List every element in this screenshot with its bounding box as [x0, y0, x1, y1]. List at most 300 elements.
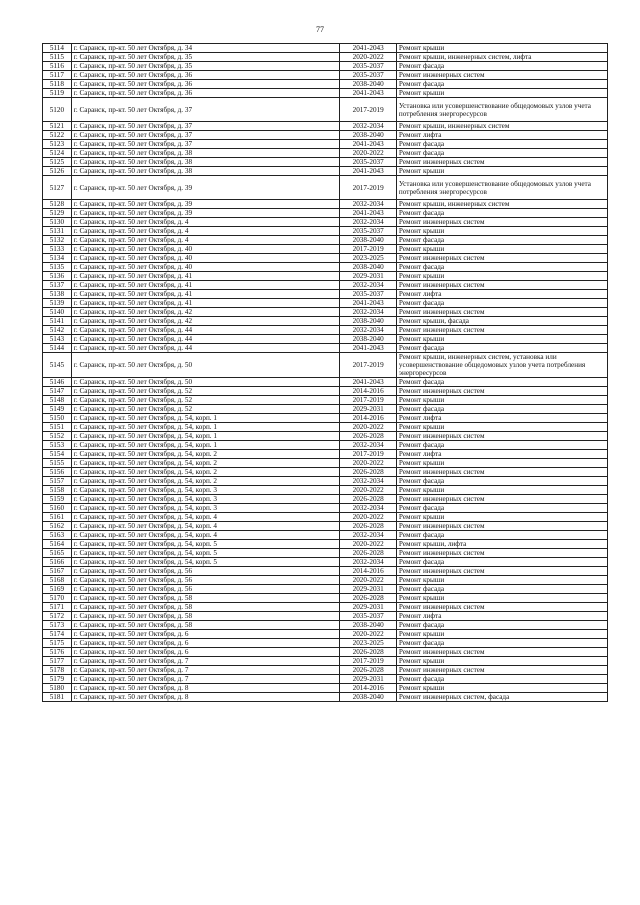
work-type-cell: Ремонт инженерных систем — [396, 666, 607, 675]
row-number-cell: 5168 — [43, 576, 72, 585]
row-number-cell: 5146 — [43, 378, 72, 387]
period-cell: 2020-2022 — [340, 423, 397, 432]
table-row — [43, 98, 608, 122]
work-type-cell: Ремонт крыши, инженерных систем — [396, 122, 607, 131]
row-number-cell: 5124 — [43, 149, 72, 158]
table-row — [43, 308, 608, 317]
period-cell: 2041-2043 — [340, 44, 397, 53]
work-type-cell: Ремонт крыши, фасада — [396, 317, 607, 326]
table-row — [43, 693, 608, 702]
period-cell: 2041-2043 — [340, 167, 397, 176]
work-type-cell: Ремонт инженерных систем — [396, 326, 607, 335]
table-row — [43, 486, 608, 495]
period-cell: 2017-2019 — [340, 353, 397, 378]
period-cell: 2032-2034 — [340, 281, 397, 290]
table-row — [43, 176, 608, 200]
row-number-cell: 5156 — [43, 468, 72, 477]
period-cell: 2032-2034 — [340, 326, 397, 335]
address-cell: г. Саранск, пр-кт. 50 лет Октября, д. 40 — [71, 245, 340, 254]
row-number-cell: 5141 — [43, 317, 72, 326]
address-cell: г. Саранск, пр-кт. 50 лет Октября, д. 54, корп. 1 — [71, 423, 340, 432]
work-type-cell: Ремонт крыши — [396, 396, 607, 405]
work-type-cell: Ремонт крыши — [396, 513, 607, 522]
row-number-cell: 5129 — [43, 209, 72, 218]
work-type-cell: Ремонт фасада — [396, 558, 607, 567]
table-row — [43, 468, 608, 477]
period-cell: 2026-2028 — [340, 468, 397, 477]
row-number-cell: 5180 — [43, 684, 72, 693]
row-number-cell: 5142 — [43, 326, 72, 335]
row-number-cell: 5170 — [43, 594, 72, 603]
address-cell: г. Саранск, пр-кт. 50 лет Октября, д. 7 — [71, 657, 340, 666]
work-type-cell: Ремонт фасада — [396, 405, 607, 414]
row-number-cell: 5147 — [43, 387, 72, 396]
address-cell: г. Саранск, пр-кт. 50 лет Октября, д. 4 — [71, 227, 340, 236]
row-number-cell: 5160 — [43, 504, 72, 513]
address-cell: г. Саранск, пр-кт. 50 лет Октября, д. 50 — [71, 378, 340, 387]
work-type-cell: Ремонт фасада — [396, 236, 607, 245]
address-cell: г. Саранск, пр-кт. 50 лет Октября, д. 56 — [71, 585, 340, 594]
table-row — [43, 245, 608, 254]
table-row — [43, 540, 608, 549]
work-type-cell: Ремонт крыши — [396, 459, 607, 468]
table-row — [43, 335, 608, 344]
address-cell: г. Саранск, пр-кт. 50 лет Октября, д. 37 — [71, 131, 340, 140]
row-number-cell: 5114 — [43, 44, 72, 53]
work-type-cell: Ремонт фасада — [396, 441, 607, 450]
period-cell: 2041-2043 — [340, 299, 397, 308]
work-type-cell: Ремонт крыши — [396, 272, 607, 281]
period-cell: 2014-2016 — [340, 684, 397, 693]
address-cell: г. Саранск, пр-кт. 50 лет Октября, д. 58 — [71, 612, 340, 621]
row-number-cell: 5118 — [43, 80, 72, 89]
work-type-cell: Ремонт крыши — [396, 335, 607, 344]
row-number-cell: 5176 — [43, 648, 72, 657]
address-cell: г. Саранск, пр-кт. 50 лет Октября, д. 50 — [71, 353, 340, 378]
row-number-cell: 5173 — [43, 621, 72, 630]
address-cell: г. Саранск, пр-кт. 50 лет Октября, д. 44 — [71, 344, 340, 353]
table-row — [43, 326, 608, 335]
work-type-cell: Ремонт инженерных систем — [396, 71, 607, 80]
row-number-cell: 5151 — [43, 423, 72, 432]
row-number-cell: 5116 — [43, 62, 72, 71]
address-cell: г. Саранск, пр-кт. 50 лет Октября, д. 54, корп. 1 — [71, 441, 340, 450]
period-cell: 2017-2019 — [340, 396, 397, 405]
period-cell: 2029-2031 — [340, 675, 397, 684]
row-number-cell: 5120 — [43, 98, 72, 122]
table-row — [43, 227, 608, 236]
work-type-cell: Ремонт фасада — [396, 378, 607, 387]
table-row — [43, 44, 608, 53]
row-number-cell: 5174 — [43, 630, 72, 639]
row-number-cell: 5123 — [43, 140, 72, 149]
address-cell: г. Саранск, пр-кт. 50 лет Октября, д. 42 — [71, 308, 340, 317]
period-cell: 2023-2025 — [340, 639, 397, 648]
table-row — [43, 522, 608, 531]
work-type-cell: Ремонт инженерных систем — [396, 522, 607, 531]
work-type-cell: Ремонт крыши — [396, 167, 607, 176]
row-number-cell: 5132 — [43, 236, 72, 245]
period-cell: 2029-2031 — [340, 405, 397, 414]
table-row — [43, 549, 608, 558]
row-number-cell: 5167 — [43, 567, 72, 576]
address-cell: г. Саранск, пр-кт. 50 лет Октября, д. 6 — [71, 630, 340, 639]
table-row — [43, 254, 608, 263]
address-cell: г. Саранск, пр-кт. 50 лет Октября, д. 54, корп. 2 — [71, 468, 340, 477]
table-row — [43, 299, 608, 308]
work-type-cell: Ремонт крыши — [396, 423, 607, 432]
work-type-cell: Ремонт фасада — [396, 209, 607, 218]
address-cell: г. Саранск, пр-кт. 50 лет Октября, д. 54, корп. 2 — [71, 459, 340, 468]
address-cell: г. Саранск, пр-кт. 50 лет Октября, д. 52 — [71, 387, 340, 396]
address-cell: г. Саранск, пр-кт. 50 лет Октября, д. 54, корп. 2 — [71, 450, 340, 459]
address-cell: г. Саранск, пр-кт. 50 лет Октября, д. 40 — [71, 254, 340, 263]
table-row — [43, 236, 608, 245]
work-type-cell: Ремонт крыши — [396, 44, 607, 53]
table-row — [43, 612, 608, 621]
table-row — [43, 594, 608, 603]
row-number-cell: 5152 — [43, 432, 72, 441]
period-cell: 2032-2034 — [340, 122, 397, 131]
table-row — [43, 459, 608, 468]
row-number-cell: 5166 — [43, 558, 72, 567]
work-type-cell: Ремонт лифта — [396, 131, 607, 140]
table-row — [43, 450, 608, 459]
table-row — [43, 558, 608, 567]
address-cell: г. Саранск, пр-кт. 50 лет Октября, д. 41 — [71, 272, 340, 281]
table-row — [43, 603, 608, 612]
address-cell: г. Саранск, пр-кт. 50 лет Октября, д. 36 — [71, 89, 340, 98]
row-number-cell: 5172 — [43, 612, 72, 621]
work-type-cell: Ремонт лифта — [396, 290, 607, 299]
work-type-cell: Ремонт крыши, инженерных систем, лифта — [396, 53, 607, 62]
address-cell: г. Саранск, пр-кт. 50 лет Октября, д. 4 — [71, 218, 340, 227]
row-number-cell: 5115 — [43, 53, 72, 62]
address-cell: г. Саранск, пр-кт. 50 лет Октября, д. 7 — [71, 666, 340, 675]
row-number-cell: 5153 — [43, 441, 72, 450]
period-cell: 2038-2040 — [340, 131, 397, 140]
row-number-cell: 5178 — [43, 666, 72, 675]
table-row — [43, 387, 608, 396]
period-cell: 2038-2040 — [340, 263, 397, 272]
period-cell: 2038-2040 — [340, 335, 397, 344]
table-row — [43, 423, 608, 432]
row-number-cell: 5143 — [43, 335, 72, 344]
row-number-cell: 5165 — [43, 549, 72, 558]
period-cell: 2041-2043 — [340, 209, 397, 218]
address-cell: г. Саранск, пр-кт. 50 лет Октября, д. 58 — [71, 594, 340, 603]
address-cell: г. Саранск, пр-кт. 50 лет Октября, д. 8 — [71, 693, 340, 702]
work-type-cell: Ремонт крыши — [396, 630, 607, 639]
address-cell: г. Саранск, пр-кт. 50 лет Октября, д. 54, корп. 3 — [71, 486, 340, 495]
address-cell: г. Саранск, пр-кт. 50 лет Октября, д. 54, корп. 5 — [71, 540, 340, 549]
row-number-cell: 5126 — [43, 167, 72, 176]
period-cell: 2017-2019 — [340, 176, 397, 200]
address-cell: г. Саранск, пр-кт. 50 лет Октября, д. 35 — [71, 62, 340, 71]
period-cell: 2032-2034 — [340, 308, 397, 317]
work-type-cell: Ремонт фасада — [396, 299, 607, 308]
table-row — [43, 131, 608, 140]
table-row — [43, 396, 608, 405]
period-cell: 2041-2043 — [340, 140, 397, 149]
table-row — [43, 209, 608, 218]
row-number-cell: 5159 — [43, 495, 72, 504]
work-type-cell: Ремонт фасада — [396, 621, 607, 630]
address-cell: г. Саранск, пр-кт. 50 лет Октября, д. 37 — [71, 140, 340, 149]
table-row — [43, 648, 608, 657]
work-type-cell: Ремонт крыши — [396, 576, 607, 585]
period-cell: 2017-2019 — [340, 98, 397, 122]
work-type-cell: Ремонт фасада — [396, 639, 607, 648]
period-cell: 2038-2040 — [340, 80, 397, 89]
period-cell: 2035-2037 — [340, 158, 397, 167]
address-cell: г. Саранск, пр-кт. 50 лет Октября, д. 4 — [71, 236, 340, 245]
table-row — [43, 272, 608, 281]
row-number-cell: 5157 — [43, 477, 72, 486]
work-type-cell: Ремонт фасада — [396, 675, 607, 684]
page-number: 77 — [316, 25, 324, 34]
work-type-cell: Ремонт инженерных систем, фасада — [396, 693, 607, 702]
table-row — [43, 290, 608, 299]
work-type-cell: Ремонт крыши — [396, 227, 607, 236]
period-cell: 2014-2016 — [340, 414, 397, 423]
work-type-cell: Ремонт инженерных систем — [396, 603, 607, 612]
period-cell: 2041-2043 — [340, 344, 397, 353]
work-type-cell: Установка или усовершенствование общедомовых узлов учета потребления энергоресурсов — [396, 98, 607, 122]
work-type-cell: Ремонт инженерных систем — [396, 468, 607, 477]
period-cell: 2026-2028 — [340, 549, 397, 558]
period-cell: 2017-2019 — [340, 450, 397, 459]
row-number-cell: 5164 — [43, 540, 72, 549]
work-type-cell: Ремонт крыши, инженерных систем — [396, 200, 607, 209]
period-cell: 2035-2037 — [340, 290, 397, 299]
period-cell: 2041-2043 — [340, 89, 397, 98]
address-cell: г. Саранск, пр-кт. 50 лет Октября, д. 38 — [71, 149, 340, 158]
work-type-cell: Ремонт фасада — [396, 477, 607, 486]
row-number-cell: 5136 — [43, 272, 72, 281]
work-type-cell: Ремонт фасада — [396, 62, 607, 71]
work-type-cell: Ремонт фасада — [396, 149, 607, 158]
work-type-cell: Ремонт фасада — [396, 344, 607, 353]
work-type-cell: Ремонт фасада — [396, 585, 607, 594]
period-cell: 2032-2034 — [340, 504, 397, 513]
address-cell: г. Саранск, пр-кт. 50 лет Октября, д. 39 — [71, 200, 340, 209]
row-number-cell: 5154 — [43, 450, 72, 459]
address-cell: г. Саранск, пр-кт. 50 лет Октября, д. 54, корп. 4 — [71, 522, 340, 531]
address-cell: г. Саранск, пр-кт. 50 лет Октября, д. 36 — [71, 80, 340, 89]
row-number-cell: 5163 — [43, 531, 72, 540]
row-number-cell: 5117 — [43, 71, 72, 80]
row-number-cell: 5144 — [43, 344, 72, 353]
work-type-cell: Ремонт инженерных систем — [396, 549, 607, 558]
address-cell: г. Саранск, пр-кт. 50 лет Октября, д. 36 — [71, 71, 340, 80]
table-row — [43, 441, 608, 450]
address-cell: г. Саранск, пр-кт. 50 лет Октября, д. 54, корп. 5 — [71, 558, 340, 567]
table-row — [43, 53, 608, 62]
address-cell: г. Саранск, пр-кт. 50 лет Октября, д. 52 — [71, 405, 340, 414]
table-row — [43, 513, 608, 522]
work-type-cell: Ремонт фасада — [396, 263, 607, 272]
period-cell: 2032-2034 — [340, 558, 397, 567]
period-cell: 2026-2028 — [340, 648, 397, 657]
table-row — [43, 567, 608, 576]
period-cell: 2017-2019 — [340, 657, 397, 666]
row-number-cell: 5149 — [43, 405, 72, 414]
row-number-cell: 5150 — [43, 414, 72, 423]
period-cell: 2032-2034 — [340, 441, 397, 450]
table-row — [43, 585, 608, 594]
table-row — [43, 281, 608, 290]
period-cell: 2014-2016 — [340, 387, 397, 396]
address-cell: г. Саранск, пр-кт. 50 лет Октября, д. 41 — [71, 281, 340, 290]
table-row — [43, 353, 608, 378]
period-cell: 2035-2037 — [340, 227, 397, 236]
row-number-cell: 5137 — [43, 281, 72, 290]
address-cell: г. Саранск, пр-кт. 50 лет Октября, д. 44 — [71, 326, 340, 335]
row-number-cell: 5145 — [43, 353, 72, 378]
work-type-cell: Ремонт инженерных систем — [396, 387, 607, 396]
work-type-cell: Установка или усовершенствование общедомовых узлов учета потребления энергоресурсов — [396, 176, 607, 200]
table-row — [43, 218, 608, 227]
address-cell: г. Саранск, пр-кт. 50 лет Октября, д. 40 — [71, 263, 340, 272]
table-row — [43, 684, 608, 693]
table-row — [43, 80, 608, 89]
period-cell: 2038-2040 — [340, 693, 397, 702]
work-type-cell: Ремонт лифта — [396, 612, 607, 621]
table-row — [43, 140, 608, 149]
table-row — [43, 122, 608, 131]
address-cell: г. Саранск, пр-кт. 50 лет Октября, д. 56 — [71, 576, 340, 585]
work-type-cell: Ремонт крыши — [396, 594, 607, 603]
work-type-cell: Ремонт крыши — [396, 657, 607, 666]
address-cell: г. Саранск, пр-кт. 50 лет Октября, д. 42 — [71, 317, 340, 326]
period-cell: 2026-2028 — [340, 432, 397, 441]
period-cell: 2038-2040 — [340, 317, 397, 326]
period-cell: 2032-2034 — [340, 477, 397, 486]
table-row — [43, 378, 608, 387]
work-type-cell: Ремонт инженерных систем — [396, 432, 607, 441]
row-number-cell: 5155 — [43, 459, 72, 468]
work-type-cell: Ремонт лифта — [396, 450, 607, 459]
work-type-cell: Ремонт инженерных систем — [396, 567, 607, 576]
row-number-cell: 5161 — [43, 513, 72, 522]
period-cell: 2020-2022 — [340, 576, 397, 585]
period-cell: 2038-2040 — [340, 621, 397, 630]
address-cell: г. Саранск, пр-кт. 50 лет Октября, д. 8 — [71, 684, 340, 693]
address-cell: г. Саранск, пр-кт. 50 лет Октября, д. 41 — [71, 290, 340, 299]
table-row — [43, 666, 608, 675]
period-cell: 2035-2037 — [340, 612, 397, 621]
table-row — [43, 200, 608, 209]
table-row — [43, 167, 608, 176]
period-cell: 2026-2028 — [340, 594, 397, 603]
period-cell: 2038-2040 — [340, 236, 397, 245]
work-type-cell: Ремонт инженерных систем — [396, 158, 607, 167]
row-number-cell: 5127 — [43, 176, 72, 200]
address-cell: г. Саранск, пр-кт. 50 лет Октября, д. 34 — [71, 44, 340, 53]
address-cell: г. Саранск, пр-кт. 50 лет Октября, д. 54, корп. 4 — [71, 513, 340, 522]
row-number-cell: 5171 — [43, 603, 72, 612]
address-cell: г. Саранск, пр-кт. 50 лет Октября, д. 6 — [71, 639, 340, 648]
period-cell: 2020-2022 — [340, 486, 397, 495]
row-number-cell: 5122 — [43, 131, 72, 140]
address-cell: г. Саранск, пр-кт. 50 лет Октября, д. 35 — [71, 53, 340, 62]
period-cell: 2029-2031 — [340, 272, 397, 281]
address-cell: г. Саранск, пр-кт. 50 лет Октября, д. 41 — [71, 299, 340, 308]
table-row — [43, 477, 608, 486]
address-cell: г. Саранск, пр-кт. 50 лет Октября, д. 58 — [71, 603, 340, 612]
period-cell: 2020-2022 — [340, 630, 397, 639]
period-cell: 2029-2031 — [340, 585, 397, 594]
table-row — [43, 71, 608, 80]
period-cell: 2014-2016 — [340, 567, 397, 576]
period-cell: 2020-2022 — [340, 53, 397, 62]
work-type-cell: Ремонт инженерных систем — [396, 254, 607, 263]
period-cell: 2020-2022 — [340, 459, 397, 468]
work-type-cell: Ремонт инженерных систем — [396, 648, 607, 657]
row-number-cell: 5177 — [43, 657, 72, 666]
period-cell: 2026-2028 — [340, 495, 397, 504]
work-type-cell: Ремонт инженерных систем — [396, 218, 607, 227]
period-cell: 2032-2034 — [340, 218, 397, 227]
table-row — [43, 414, 608, 423]
row-number-cell: 5162 — [43, 522, 72, 531]
row-number-cell: 5138 — [43, 290, 72, 299]
address-cell: г. Саранск, пр-кт. 50 лет Октября, д. 38 — [71, 158, 340, 167]
row-number-cell: 5139 — [43, 299, 72, 308]
address-cell: г. Саранск, пр-кт. 50 лет Октября, д. 52 — [71, 396, 340, 405]
work-type-cell: Ремонт крыши — [396, 245, 607, 254]
work-type-cell: Ремонт фасада — [396, 504, 607, 513]
row-number-cell: 5135 — [43, 263, 72, 272]
table-row — [43, 675, 608, 684]
address-cell: г. Саранск, пр-кт. 50 лет Октября, д. 44 — [71, 335, 340, 344]
table-row — [43, 149, 608, 158]
address-cell: г. Саранск, пр-кт. 50 лет Октября, д. 54, корп. 1 — [71, 414, 340, 423]
row-number-cell: 5158 — [43, 486, 72, 495]
row-number-cell: 5130 — [43, 218, 72, 227]
row-number-cell: 5140 — [43, 308, 72, 317]
address-cell: г. Саранск, пр-кт. 50 лет Октября, д. 54, корп. 5 — [71, 549, 340, 558]
work-type-cell: Ремонт крыши, инженерных систем, установка или усовершенствование общедомовых узлов учета потребления энергоресурсов — [396, 353, 607, 378]
row-number-cell: 5131 — [43, 227, 72, 236]
address-cell: г. Саранск, пр-кт. 50 лет Октября, д. 54, корп. 3 — [71, 504, 340, 513]
period-cell: 2020-2022 — [340, 540, 397, 549]
work-type-cell: Ремонт фасада — [396, 140, 607, 149]
period-cell: 2041-2043 — [340, 378, 397, 387]
table-row — [43, 317, 608, 326]
address-cell: г. Саранск, пр-кт. 50 лет Октября, д. 54, корп. 4 — [71, 531, 340, 540]
row-number-cell: 5133 — [43, 245, 72, 254]
work-type-cell: Ремонт фасада — [396, 80, 607, 89]
table-row — [43, 657, 608, 666]
address-cell: г. Саранск, пр-кт. 50 лет Октября, д. 39 — [71, 176, 340, 200]
address-cell: г. Саранск, пр-кт. 50 лет Октября, д. 7 — [71, 675, 340, 684]
row-number-cell: 5181 — [43, 693, 72, 702]
address-cell: г. Саранск, пр-кт. 50 лет Октября, д. 37 — [71, 98, 340, 122]
table-row — [43, 630, 608, 639]
work-type-cell: Ремонт инженерных систем — [396, 281, 607, 290]
address-cell: г. Саранск, пр-кт. 50 лет Октября, д. 6 — [71, 648, 340, 657]
work-type-cell: Ремонт крыши — [396, 89, 607, 98]
table-row — [43, 405, 608, 414]
address-cell: г. Саранск, пр-кт. 50 лет Октября, д. 58 — [71, 621, 340, 630]
work-type-cell: Ремонт крыши — [396, 486, 607, 495]
work-type-cell: Ремонт фасада — [396, 531, 607, 540]
table-row — [43, 531, 608, 540]
period-cell: 2035-2037 — [340, 71, 397, 80]
work-type-cell: Ремонт крыши — [396, 684, 607, 693]
